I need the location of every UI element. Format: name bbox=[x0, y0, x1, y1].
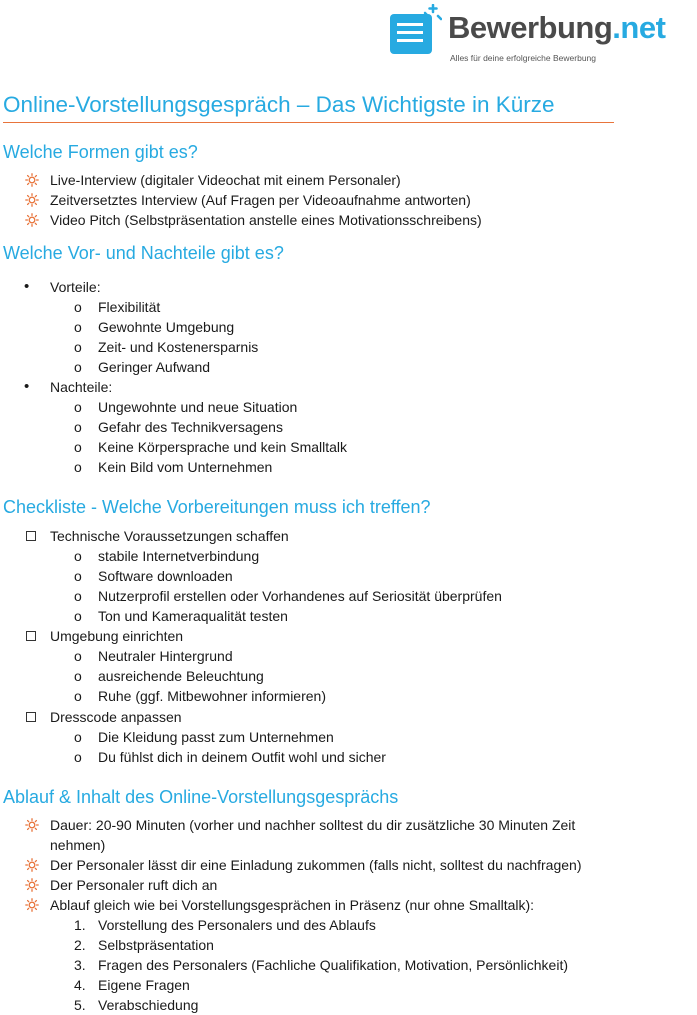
sun-bullet-icon bbox=[25, 878, 39, 892]
list-item: Neutraler Hintergrund bbox=[98, 648, 233, 664]
list-item: Du fühlst dich in deinem Outfit wohl und sicher bbox=[98, 749, 386, 765]
list-item: Gefahr des Technikversagens bbox=[98, 419, 283, 435]
sun-bullet-icon bbox=[25, 213, 39, 227]
sun-bullet-icon bbox=[25, 818, 39, 832]
list-item: stabile Internetverbindung bbox=[98, 548, 260, 564]
list-item: Die Kleidung passt zum Unternehmen bbox=[98, 729, 334, 745]
sub-marker: o bbox=[74, 688, 82, 704]
checkbox-icon bbox=[26, 631, 36, 641]
list-item: Ablauf gleich wie bei Vorstellungsgesprächen in Präsenz (nur ohne Smalltalk): bbox=[50, 897, 535, 913]
sun-bullet-icon bbox=[25, 858, 39, 872]
logo-wordmark: Bewerbung.net bbox=[448, 10, 666, 45]
sub-marker: o bbox=[74, 608, 82, 624]
list-item: Der Personaler ruft dich an bbox=[50, 877, 218, 893]
list-item-vorteile: Vorteile: bbox=[50, 279, 101, 295]
list-item-dauer-cont: nehmen) bbox=[50, 837, 106, 853]
bewerbung-net-logo bbox=[390, 2, 695, 64]
sun-bullet-icon bbox=[25, 193, 39, 207]
list-item: Ton und Kameraqualität testen bbox=[98, 608, 288, 624]
list-item: Live-Interview (digitaler Videochat mit einem Personaler) bbox=[50, 172, 401, 188]
step-number: 3. bbox=[74, 957, 86, 973]
sub-marker: o bbox=[74, 668, 82, 684]
sub-marker: o bbox=[74, 749, 82, 765]
bullet-marker: • bbox=[24, 378, 30, 395]
list-item: Zeitversetztes Interview (Auf Fragen per Videoaufnahme antworten) bbox=[50, 192, 471, 208]
bullet-marker: • bbox=[24, 278, 30, 295]
checkbox-icon bbox=[26, 712, 36, 722]
checklist-group-label: Umgebung einrichten bbox=[50, 628, 184, 644]
sub-marker: o bbox=[74, 299, 82, 315]
list-item: Software downloaden bbox=[98, 568, 233, 584]
list-item: Flexibilität bbox=[98, 299, 161, 315]
list-item: ausreichende Beleuchtung bbox=[98, 668, 264, 684]
checklist-group-label: Dresscode anpassen bbox=[50, 709, 182, 725]
sub-marker: o bbox=[74, 359, 82, 375]
sub-marker: o bbox=[74, 568, 82, 584]
step-item: Selbstpräsentation bbox=[98, 937, 214, 953]
list-item: Keine Körpersprache und kein Smalltalk bbox=[98, 439, 348, 455]
sub-marker: o bbox=[74, 319, 82, 335]
heading-vor-nachteile: Welche Vor- und Nachteile gibt es? bbox=[3, 243, 284, 263]
heading-formen: Welche Formen gibt es? bbox=[3, 142, 198, 162]
sun-bullet-icon bbox=[25, 173, 39, 187]
sub-marker: o bbox=[74, 439, 82, 455]
sub-marker: o bbox=[74, 339, 82, 355]
sub-marker: o bbox=[74, 548, 82, 564]
step-item: Verabschiedung bbox=[98, 997, 199, 1013]
list-item: Video Pitch (Selbstpräsentation anstelle eines Motivationsschreibens) bbox=[50, 212, 482, 228]
step-item: Eigene Fragen bbox=[98, 977, 190, 993]
logo-tagline: Alles für deine erfolgreiche Bewerbung bbox=[450, 53, 597, 63]
title-divider bbox=[3, 122, 614, 123]
list-item: Zeit- und Kostenersparnis bbox=[98, 339, 259, 355]
checkbox-icon bbox=[26, 531, 36, 541]
list-item: Nutzerprofil erstellen oder Vorhandenes auf Seriosität überprüfen bbox=[98, 588, 502, 604]
list-item-dauer: Dauer: 20-90 Minuten (vorher und nachher solltest du dir zusätzliche 30 Minuten Zeit bbox=[50, 817, 576, 833]
sub-marker: o bbox=[74, 419, 82, 435]
sub-marker: o bbox=[74, 648, 82, 664]
heading-checkliste: Checkliste - Welche Vorbereitungen muss ich treffen? bbox=[3, 497, 431, 517]
sub-marker: o bbox=[74, 588, 82, 604]
step-number: 1. bbox=[74, 917, 86, 933]
list-item: Der Personaler lässt dir eine Einladung zukommen (falls nicht, solltest du nachfragen) bbox=[50, 857, 582, 873]
step-item: Vorstellung des Personalers und des Ablaufs bbox=[98, 917, 376, 933]
sub-marker: o bbox=[74, 399, 82, 415]
list-item-nachteile: Nachteile: bbox=[50, 379, 113, 395]
step-number: 2. bbox=[74, 937, 86, 953]
checklist-group-label: Technische Voraussetzungen schaffen bbox=[50, 528, 289, 544]
heading-ablauf: Ablauf & Inhalt des Online-Vorstellungsgesprächs bbox=[3, 787, 399, 807]
step-number: 4. bbox=[74, 977, 86, 993]
list-item: Ungewohnte und neue Situation bbox=[98, 399, 298, 415]
sub-marker: o bbox=[74, 459, 82, 475]
list-item: Gewohnte Umgebung bbox=[98, 319, 235, 335]
step-number: 5. bbox=[74, 997, 86, 1013]
document-sparkle-icon bbox=[390, 4, 442, 56]
sub-marker: o bbox=[74, 729, 82, 745]
list-item: Ruhe (ggf. Mitbewohner informieren) bbox=[98, 688, 326, 704]
page-title: Online-Vorstellungsgespräch – Das Wichtigste in Kürze bbox=[3, 92, 555, 117]
sun-bullet-icon bbox=[25, 898, 39, 912]
list-item: Geringer Aufwand bbox=[98, 359, 211, 375]
step-item: Fragen des Personalers (Fachliche Qualifikation, Motivation, Persönlichkeit) bbox=[98, 957, 568, 973]
list-item: Kein Bild vom Unternehmen bbox=[98, 459, 273, 475]
